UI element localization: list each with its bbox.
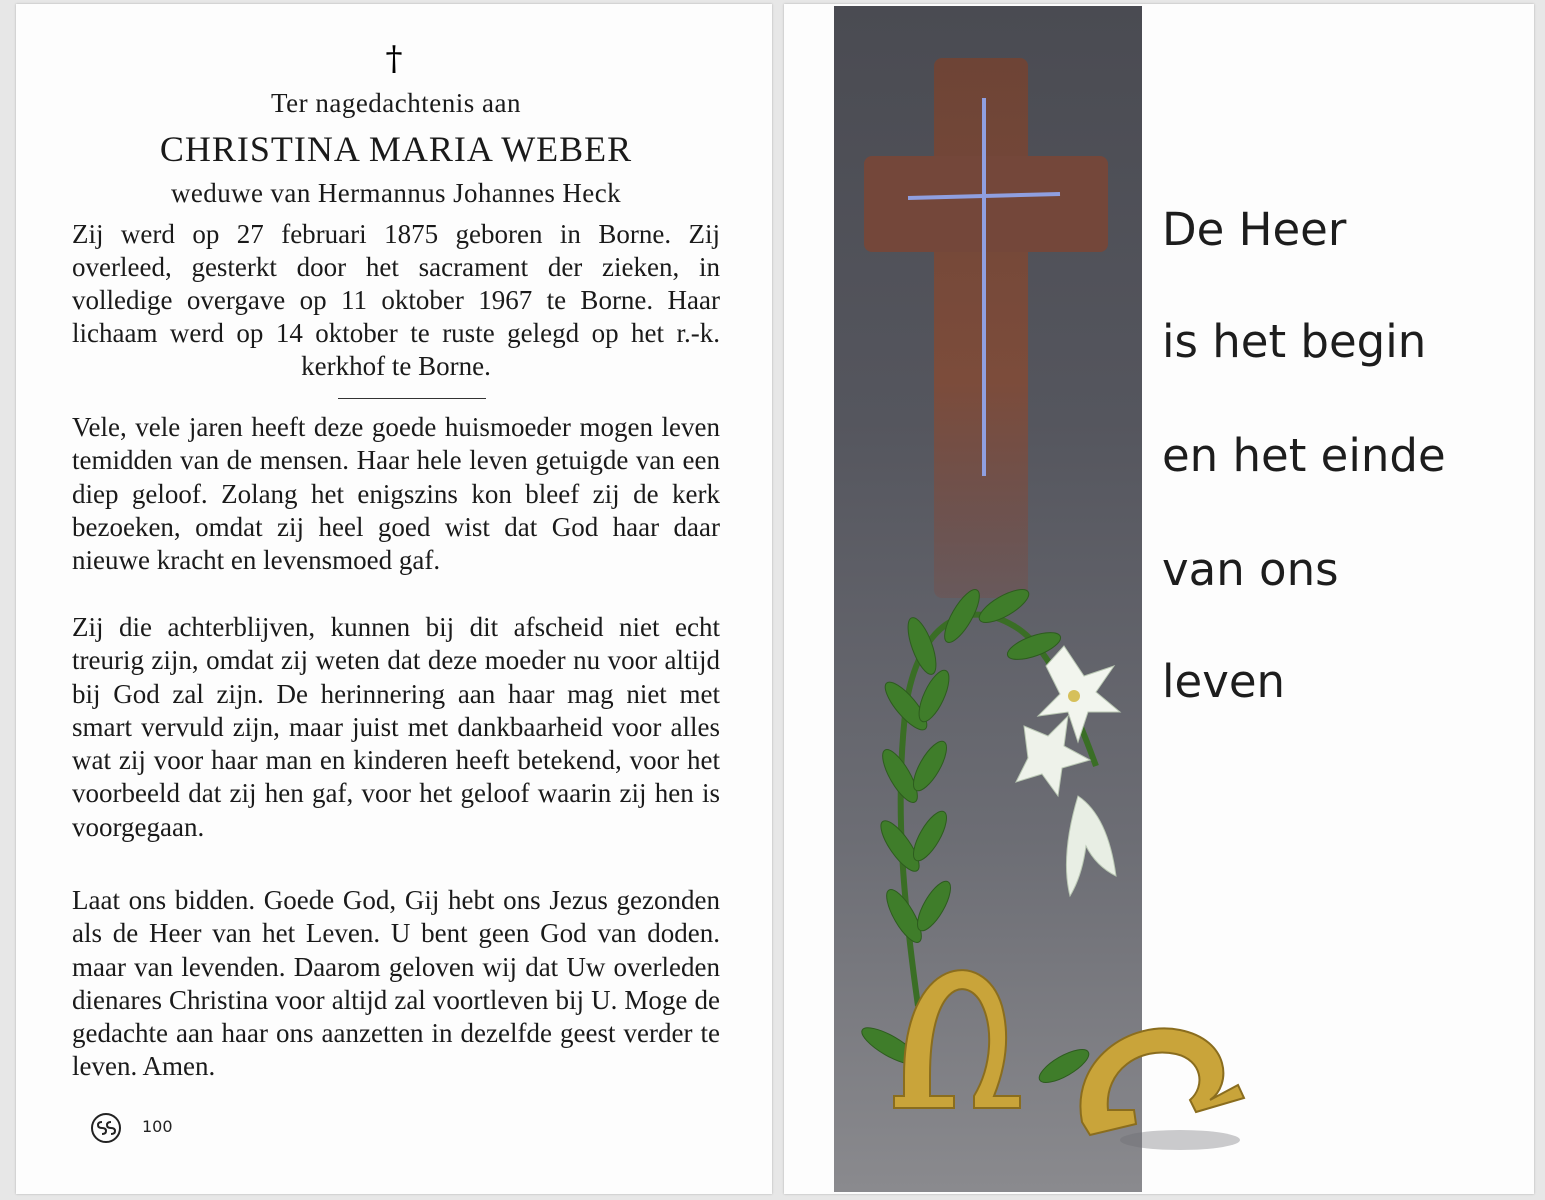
divider-rule	[338, 398, 486, 399]
cross-lily-illustration	[834, 6, 1142, 1192]
publisher-number: 100	[142, 1117, 173, 1136]
widow-of-line: weduwe van Hermannus Johannes Heck	[171, 178, 621, 208]
verse-line: leven	[1162, 655, 1286, 708]
verse-line: is het begin	[1162, 315, 1427, 368]
verse-line: van ons	[1162, 543, 1339, 596]
publisher-logo-icon	[90, 1112, 122, 1144]
memorial-text-page	[16, 4, 772, 1194]
biography-paragraph: Zij werd op 27 februari 1875 geboren in Borne. Zij overleed, gesterkt door het sacrament der zieken, in volledige overgave op 11 oktober 1967 te Borne. Haar lichaam werd op 14 oktober te ruste gelegd op het r.-k. kerkhof te Borne.	[72, 219, 720, 381]
farewell-paragraph: Zij die achterblijven, kunnen bij dit afscheid niet echt treurig zijn, omdat zij weten dat deze moeder nu voor altijd bij God zal zijn. De herinnering aan haar mag niet met smart vervuld zijn, maar juist met dankbaarheid voor alles wat zij voor haar man en kinderen heeft betekend, voor het voorbeeld dat zij hen gaf, voor het geloof waarin zij hen is voorgegaan.	[72, 612, 720, 842]
deceased-name: CHRISTINA MARIA WEBER	[159, 129, 633, 169]
verse-line: De Heer	[1162, 203, 1347, 256]
verse-line: en het einde	[1162, 429, 1446, 482]
intro-line: Ter nagedachtenis aan	[271, 88, 521, 118]
life-paragraph: Vele, vele jaren heeft deze goede huismoeder mogen leven temidden van de mensen. Haar hele leven getuigde van een diep geloof. Zolang het enigszins kon bleef zij de kerk bezoeken, omdat zij heel goed wist dat God haar daar nieuwe kracht en levensmoed gaf.	[72, 412, 720, 576]
cross-symbol: †	[385, 39, 403, 79]
prayer-paragraph: Laat ons bidden. Goede God, Gij hebt ons Jezus gezonden als de Heer van het Leven. U bent geen God van doden. maar van levenden. Daarom geloven wij dat Uw overleden dienares Christina voor altijd zal voortleven bij U. Moge de gedachte aan haar ons aanzetten in dezelfde geest verder te leven. Amen.	[72, 885, 720, 1082]
